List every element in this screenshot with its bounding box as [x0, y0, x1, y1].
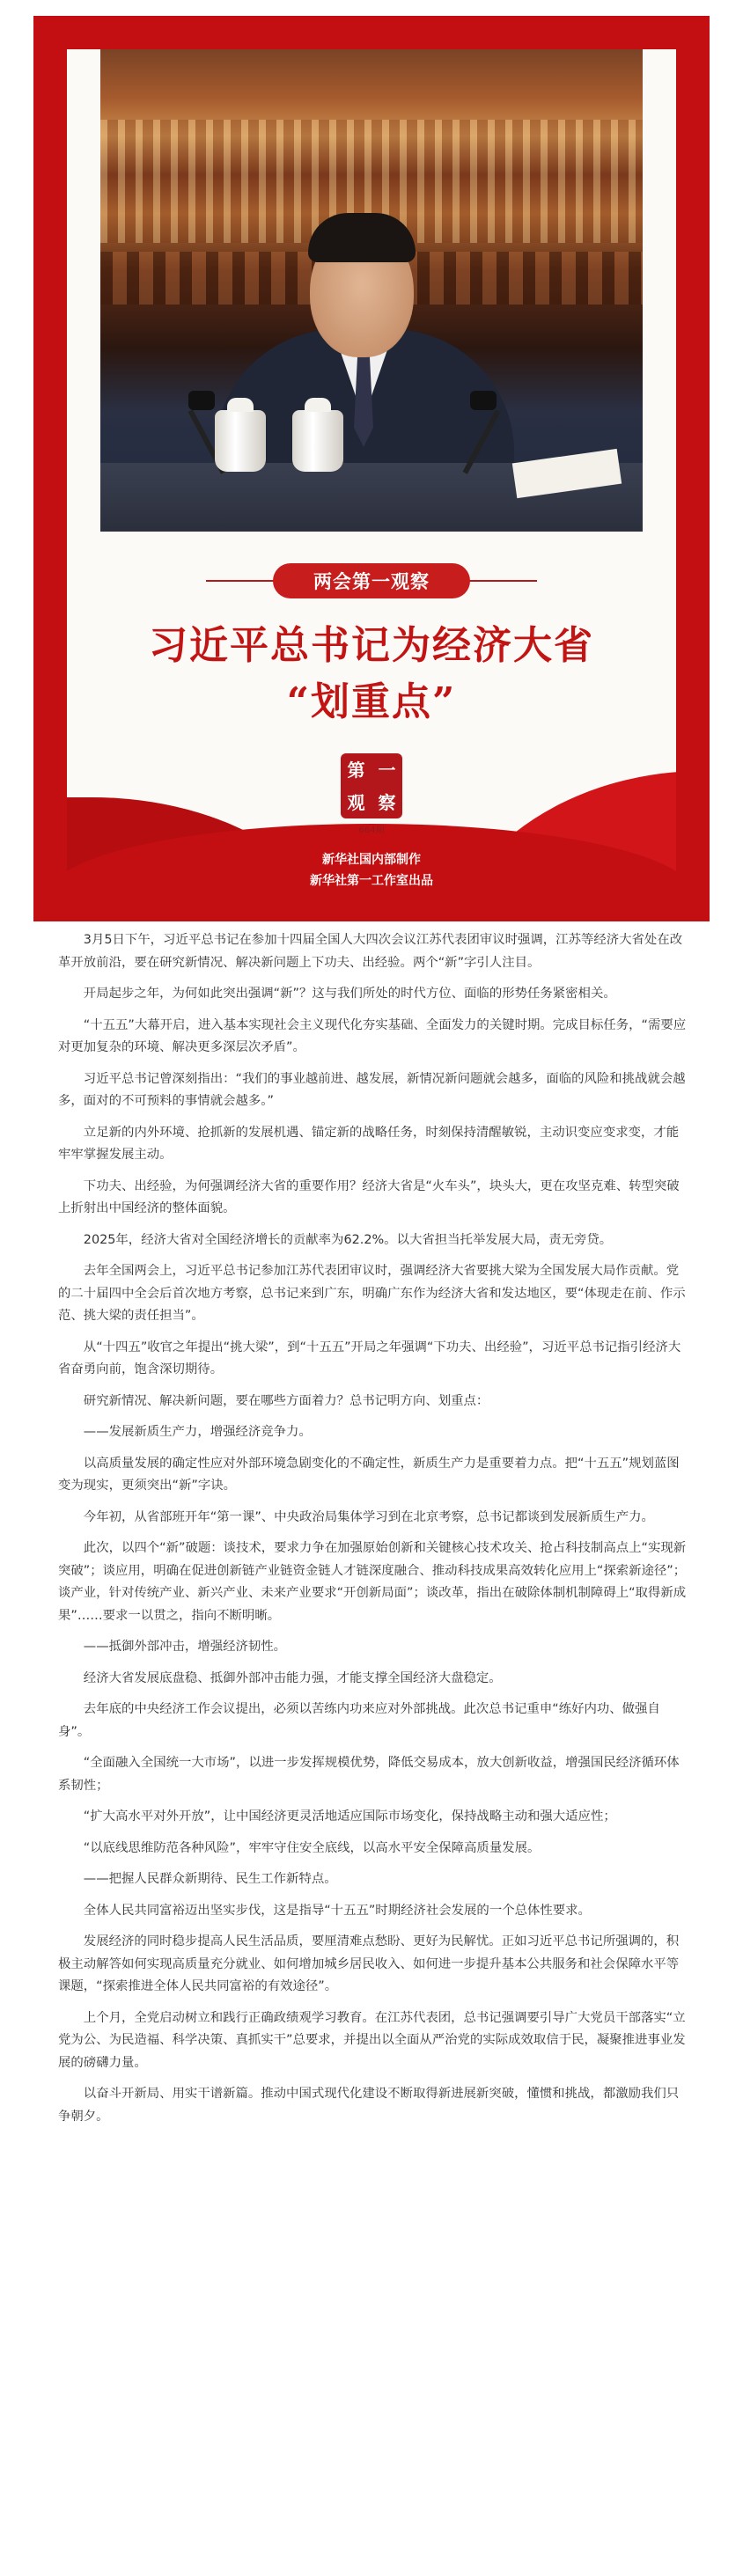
microphone: [188, 391, 215, 410]
paragraph: 2025年，经济大省对全国经济增长的贡献率为62.2%。以大省担当托举发展大局，责无旁贷。: [83, 1232, 613, 1247]
seal-stamp: [341, 753, 402, 818]
column-seal: [341, 753, 402, 834]
paragraph: 今年初，从省部班开年“第一课”、中央政治局集体学习到在北京考察，总书记都谈到发展新质生产力。: [83, 1509, 654, 1524]
paragraph: 上个月，全党启动树立和践行正确政绩观学习教育。在江苏代表团，总书记强调要引导广大党员干部落实“立党为公、为民造福、科学决策、真抓实干”总要求，并提出以全面从严治党的实际成效取信于民，凝聚推进事业发展的磅礴力量。: [58, 2010, 686, 2070]
paragraph: 全体人民共同富裕迈出坚实步伐，这是指导“十五五”时期经济社会发展的一个总体性要求。: [83, 1903, 591, 1918]
photo: [100, 49, 643, 532]
issue-number: 664期: [358, 826, 385, 835]
paragraph: 从“十四五”收官之年提出“挑大梁”，到“十五五”开局之年强调“下功夫、出经验”，习近平总书记指引经济大省奋勇向前，饱含深切期待。: [58, 1339, 681, 1376]
headline-line: “划重点”: [286, 679, 457, 724]
banner-label: 两会第一观察: [273, 563, 470, 598]
seal-char: 第: [347, 759, 365, 781]
paragraph: 经济大省发展底盘稳、抵御外部冲击能力强，才能支撑全国经济大盘稳定。: [83, 1670, 502, 1685]
photo-figure-hair: [308, 213, 416, 262]
paragraph: 去年底的中央经济工作会议提出，必须以苦练内功来应对外部挑战。此次总书记重申“练好内功、做强自身”。: [58, 1702, 660, 1739]
paragraph: 3月5日下午，习近平总书记在参加十四届全国人大四次会议江苏代表团审议时强调，江苏等经济大省处在改革开放前沿，要在研究新情况、解决新问题上下功夫、出经验。两个“新”字引人注目。: [58, 933, 683, 970]
paragraph: 发展经济的同时稳步提高人民生活品质，要厘清难点愁盼、更好为民解忧。正如习近平总书记所强调的，积极主动解答如何实现高质量充分就业、如何增加城乡居民收入、如何进一步提升基本公共服务和社会保障水平等课题，“探索推进全体人民共同富裕的有效途径”。: [58, 1934, 680, 1993]
credit-line: 新华社国内部制作: [322, 853, 421, 867]
paragraph: “全面融入全国统一大市场”，以进一步发挥规模优势，降低交易成本，放大创新收益，增强国民经济循环体系韧性；: [58, 1756, 680, 1793]
paragraph: 以奋斗开新局、用实干谱新篇。推动中国式现代化建设不断取得新进展新突破，懂惯和挑战，都激励我们只争朝夕。: [58, 2087, 680, 2124]
teacup: [215, 410, 266, 472]
paragraph: “十五五”大幕开启，进入基本实现社会主义现代化夯实基础、全面发力的关键时期。完成目标任务，“需要应对更加复杂的环境、解决更多深层次矛盾”。: [58, 1017, 687, 1054]
teacup: [292, 410, 343, 472]
paragraph: 立足新的内外环境、抢抓新的发展机遇、锚定新的战略任务，时刻保持清醒敏锐，主动识变应变求变，才能牢牢掌握发展主动。: [58, 1125, 680, 1162]
paragraph: ——发展新质生产力，增强经济竞争力。: [83, 1425, 312, 1439]
paragraph: ——把握人民群众新期待、民生工作新特点。: [83, 1872, 337, 1886]
paragraph: 习近平总书记曾深刻指出：“我们的事业越前进、越发展，新情况新问题就会越多，面临的风险和挑战就会越多，面对的不可预料的事情就会越多。”: [58, 1071, 686, 1108]
poster-frame: [33, 16, 710, 921]
paragraph: 研究新情况、解决新问题，要在哪些方面着力？总书记明方向、划重点：: [83, 1393, 489, 1408]
paragraph: 去年全国两会上，习近平总书记参加江苏代表团审议时，强调经济大省要挑大梁为全国发展大局作贡献。党的二十届四中全会后首次地方考察，总书记来到广东，明确广东作为经济大省和发达地区，要“体现走在前、作示范、挑大梁的责任担当”。: [58, 1264, 686, 1323]
paragraph: 以高质量发展的确定性应对外部环境急剧变化的不确定性，新质生产力是重要着力点。把“十五五”规划蓝图变为现实，更须突出“新”字诀。: [58, 1456, 680, 1493]
poster-card: [67, 49, 676, 888]
article-body: [58, 929, 690, 2137]
paragraph: “扩大高水平对外开放”，让中国经济更灵活地适应国际市场变化，保持战略主动和强大适应性；: [83, 1809, 616, 1824]
paragraph: “以底线思维防范各种风险”，牢牢守住安全底线，以高水平安全保障高质量发展。: [83, 1840, 541, 1855]
microphone: [470, 391, 497, 410]
paragraph: 此次，以四个“新”破题：谈技术，要求力争在加强原始创新和关键核心技术攻关、抢占科技制高点上“实现新突破”；谈应用，明确在促进创新链产业链资金链人才链深度融合、推动科技成果高效转化应用上“探索新途径”；谈产业，针对传统产业、新兴产业、未来产业要求“开创新局面”；谈改革，指出在破除体制机制障碍上“取得新成果”……要求一以贯之，指向不断明晰。: [58, 1541, 687, 1623]
credit-line: 新华社第一工作室出品: [310, 874, 433, 888]
headline: [67, 618, 676, 730]
paragraph: 下功夫、出经验，为何强调经济大省的重要作用？经济大省是“火车头”，块头大，更在攻坚克难、转型突破上折射出中国经济的整体面貌。: [58, 1178, 680, 1215]
banner: [206, 563, 537, 598]
seal-char: 观: [347, 791, 365, 813]
paragraph: 开局起步之年，为何如此突出强调“新”？这与我们所处的时代方位、面临的形势任务紧密相关。: [83, 987, 616, 1001]
seal-char: 察: [378, 791, 396, 813]
seal-char: 一: [378, 759, 396, 781]
credits: [67, 849, 676, 888]
paragraph: ——抵御外部冲击，增强经济韧性。: [83, 1640, 287, 1654]
headline-line: 习近平总书记为经济大省: [149, 623, 594, 668]
